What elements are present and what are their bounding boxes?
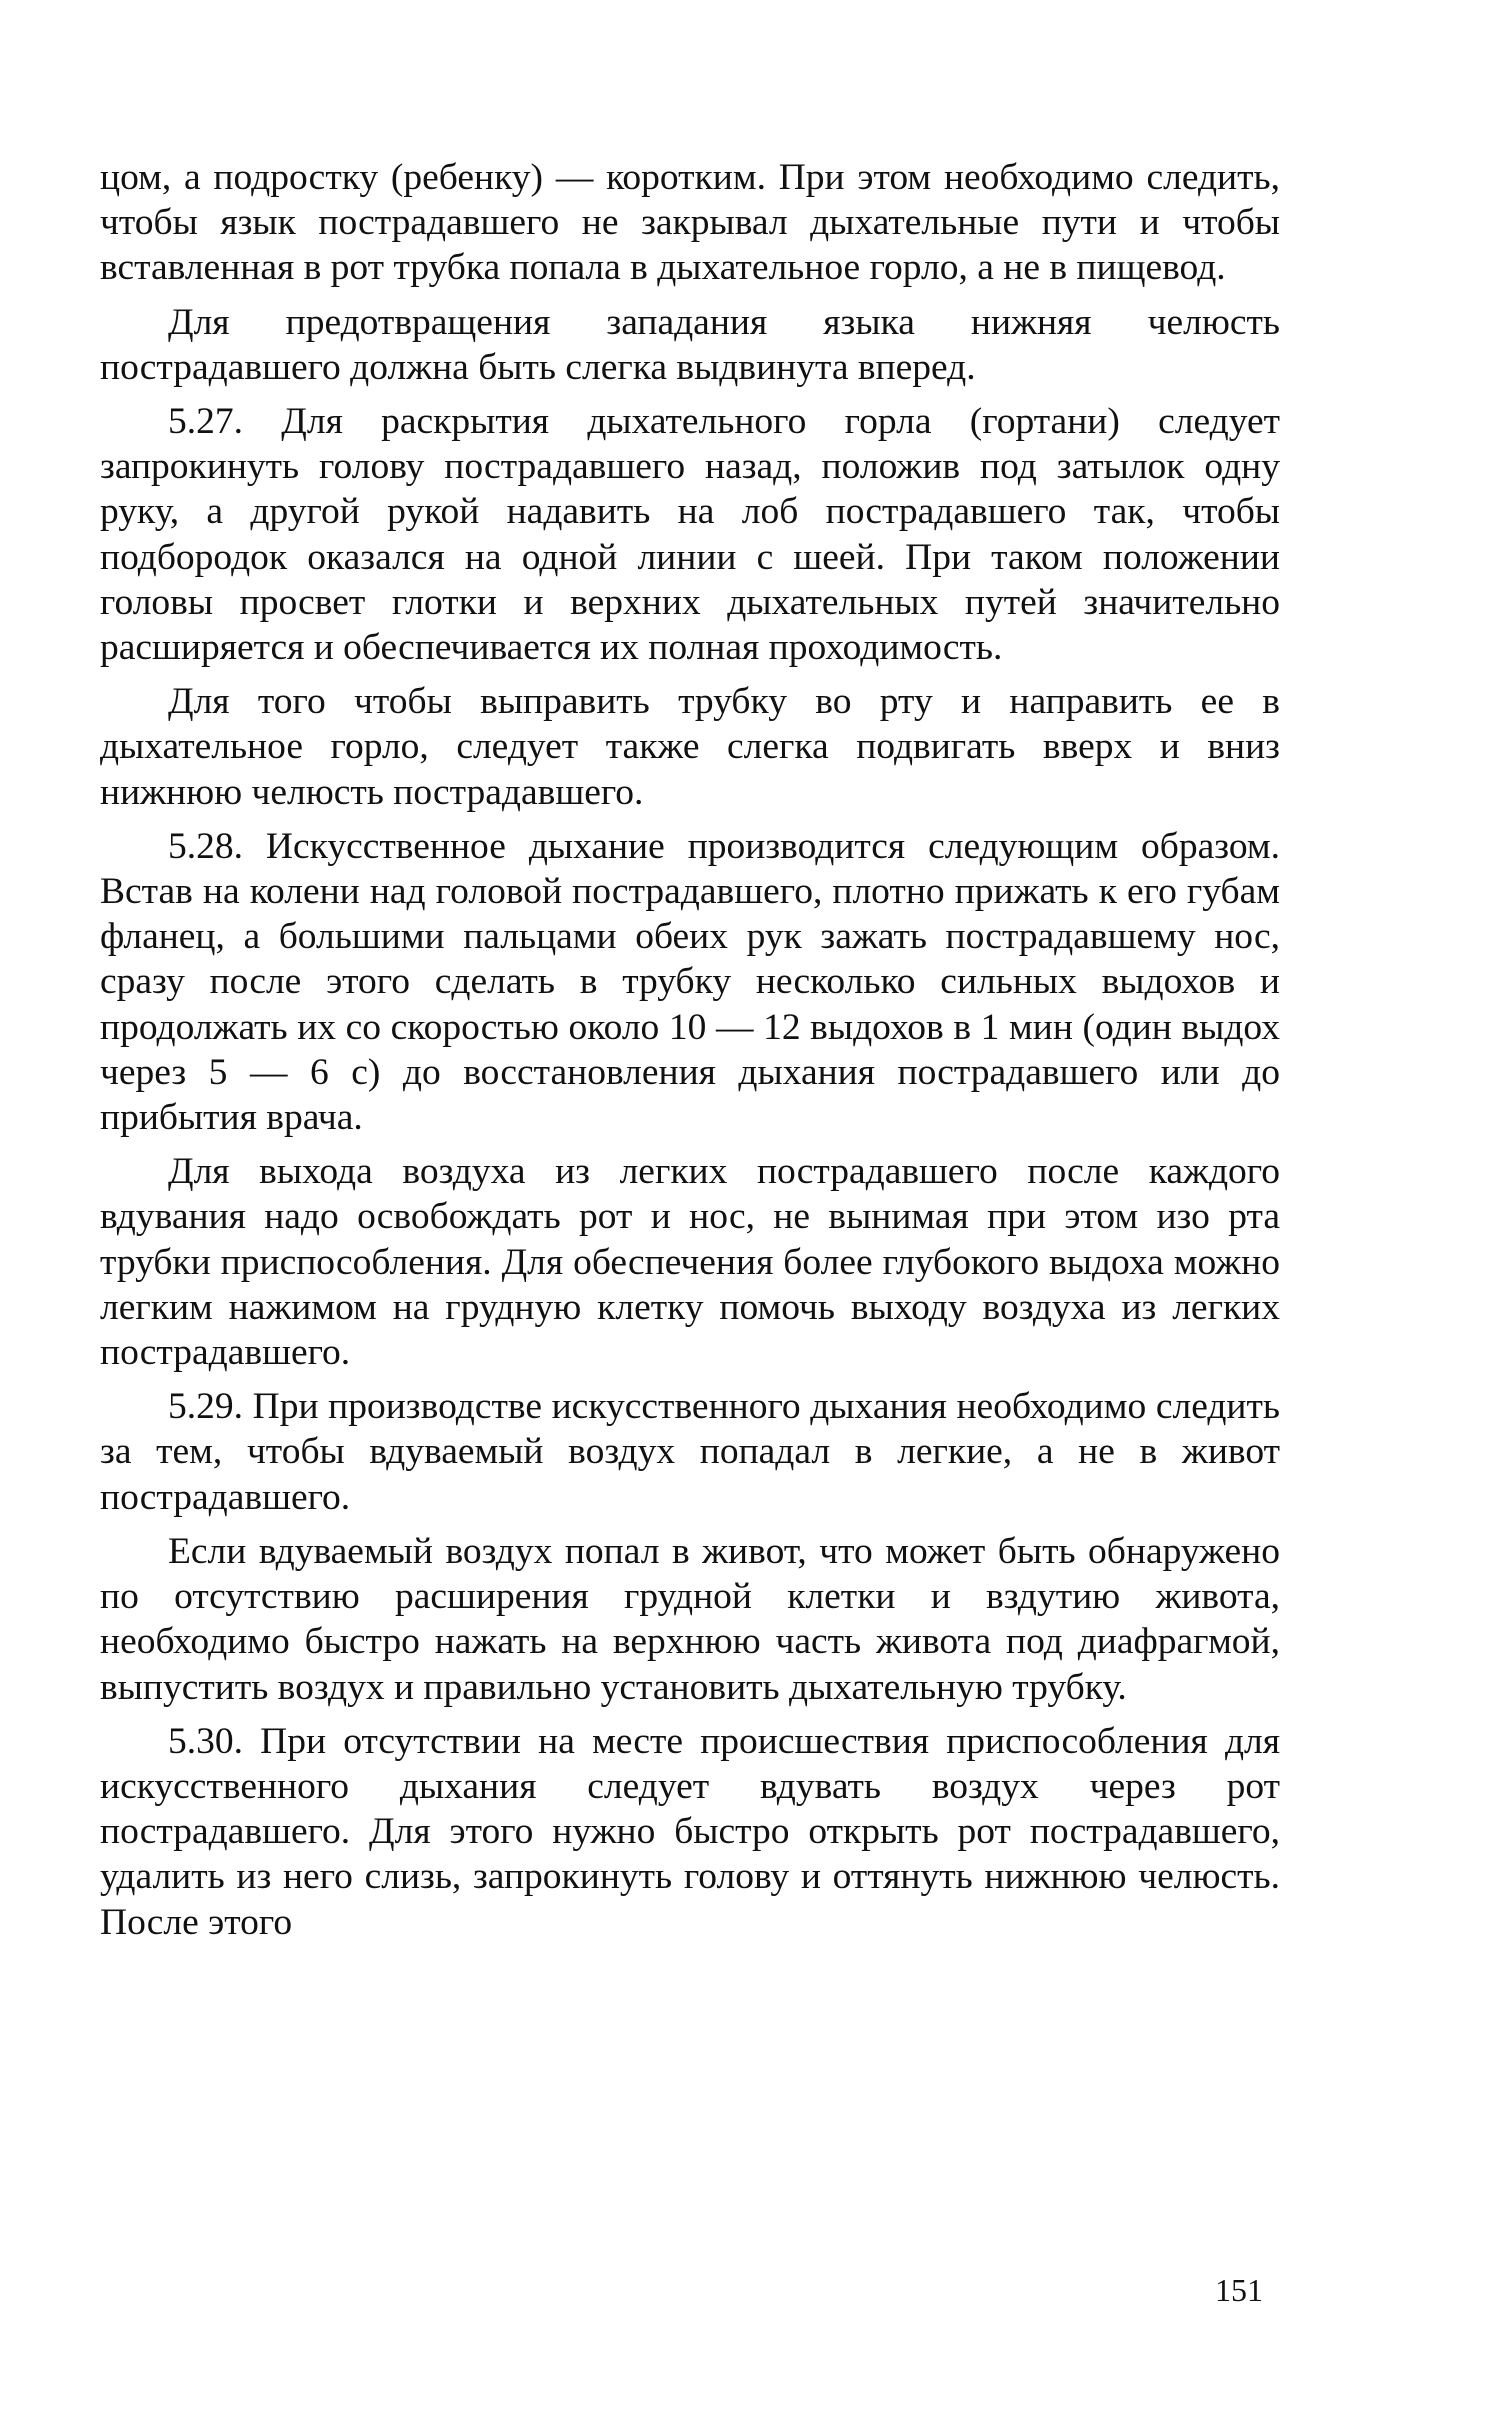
paragraph-section-5-29: 5.29. При производстве искусственного дыхания необходимо следить за тем, чтобы вдуваемый воздух попадал в легкие, а не в живот пострадавшего.	[100, 1386, 1280, 1518]
paragraph-section-5-28: 5.28. Искусственное дыхание производится следующим образом. Встав на колени над головой пострадавшего, плотно прижать к его губам фланец, а большими пальцами обеих рук зажать пострадавшему нос, сразу после этого сделать в трубку несколько сильных выдохов и продолжать их со скоростью около 10 — 12 выдохов в 1 мин (один выдох через 5 — 6 с) до восстановления дыхания пострадавшего или до прибытия врача.	[100, 825, 1280, 1139]
paragraph: Для выхода воздуха из легких пострадавшего после каждого вдувания надо освобождать рот и нос, не вынимая при этом изо рта трубки приспособления. Для обеспечения более глубокого выдоха можно легким нажимом на грудную клетку помочь выходу воздуха из легких пострадавшего.	[100, 1151, 1280, 1374]
paragraph-section-5-27: 5.27. Для раскрытия дыхательного горла (гортани) следует запрокинуть голову пострадавшего назад, положив под затылок одну руку, а другой рукой надавить на лоб пострадавшего так, чтобы подбородок оказался на одной линии с шеей. При таком положении головы просвет глотки и верхних дыхательных путей значительно расширяется и обеспечивается их полная проходимость.	[100, 401, 1280, 669]
paragraph: Для предотвращения западания языка нижняя челюсть пострадавшего должна быть слегка выдвинута вперед.	[100, 301, 1280, 388]
paragraph: Для того чтобы выправить трубку во рту и направить ее в дыхательное горло, следует также слегка подвигать вверх и вниз нижнюю челюсть пострадавшего.	[100, 681, 1280, 813]
paragraph: Если вдуваемый воздух попал в живот, что может быть обнаружено по отсутствию расширения грудной клетки и вздутию живота, необходимо быстро нажать на верхнюю часть живота под диафрагмой, выпустить воздух и правильно установить дыхательную трубку.	[100, 1530, 1280, 1708]
paragraph-section-5-30: 5.30. При отсутствии на месте происшествия приспособления для искусственного дыхания следует вдувать воздух через рот пострадавшего. Для этого нужно быстро открыть рот пострадавшего, удалить из него слизь, запрокинуть голову и оттянуть нижнюю челюсть. После этого	[100, 1720, 1280, 1943]
paragraph-continuation: цом, а подростку (ребенку) — коротким. При этом необходимо следить, чтобы язык пострадавшего не закрывал дыхательные пути и чтобы вставленная в рот трубка попала в дыхательное горло, а не в пищевод.	[100, 157, 1280, 289]
page-number: 151	[1215, 2272, 1263, 2308]
body-text	[100, 155, 1280, 1954]
